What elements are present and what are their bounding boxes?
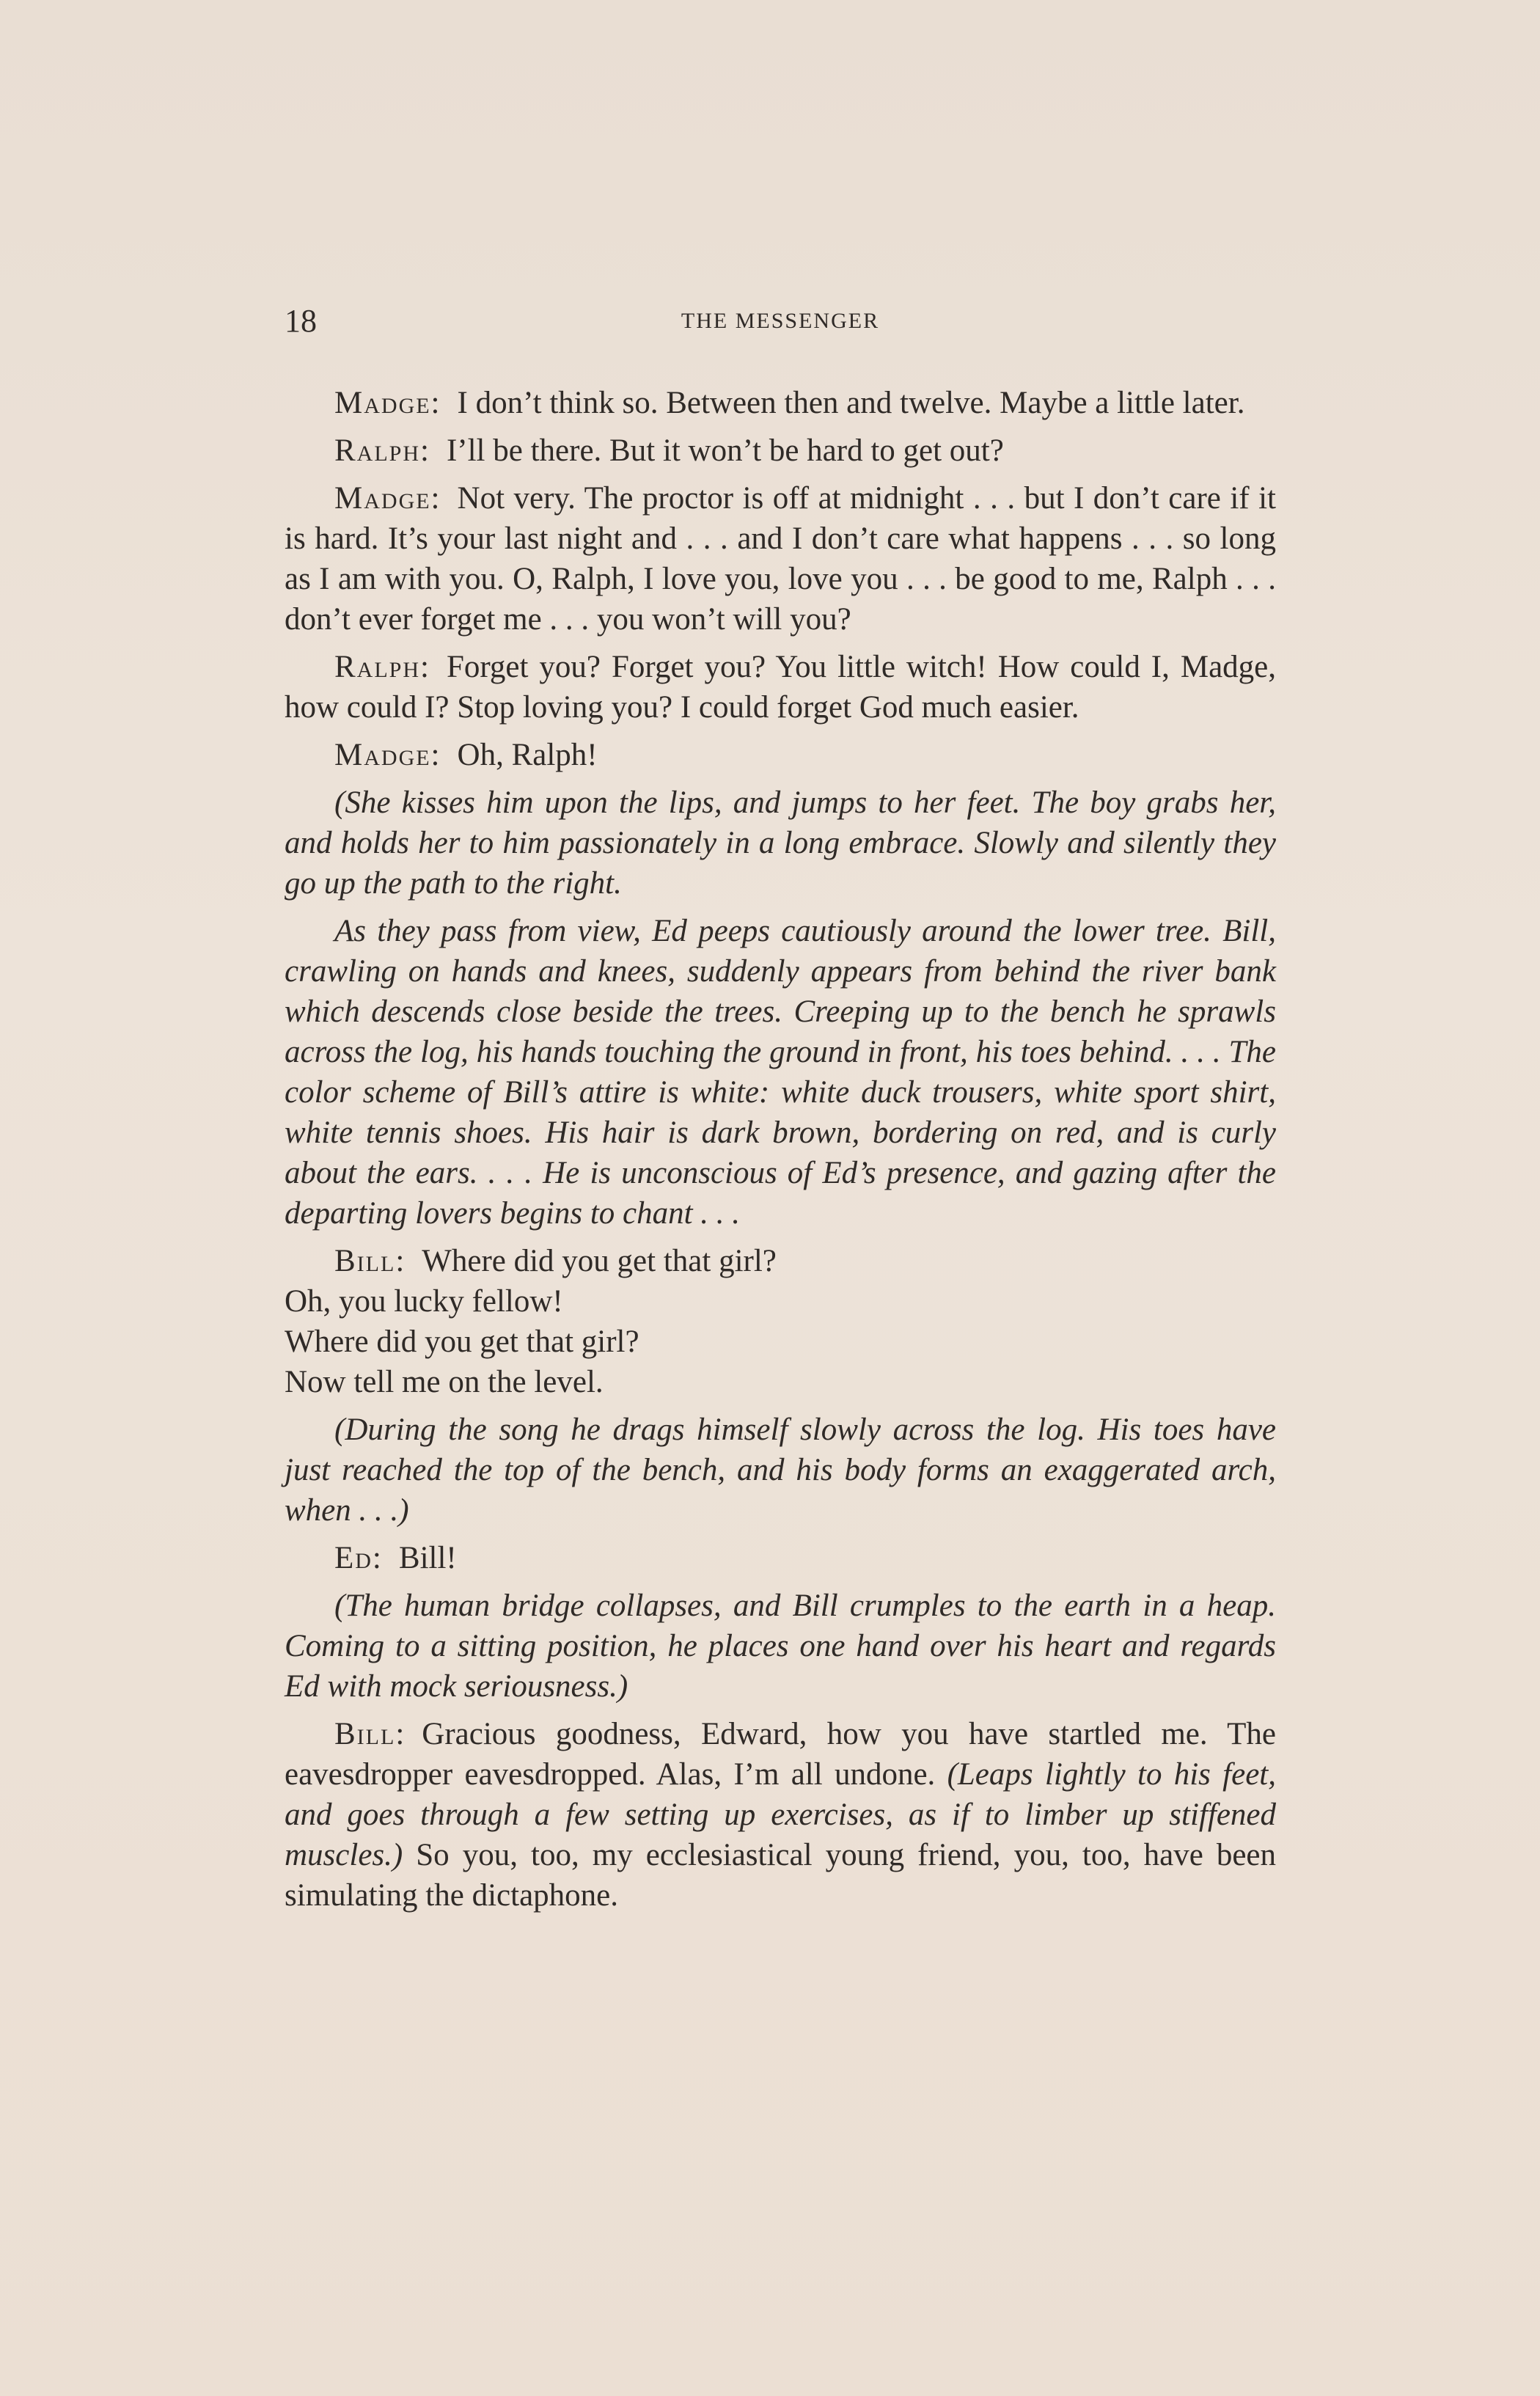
running-title: THE MESSENGER [681,309,880,333]
dialogue-line [285,1538,1276,1578]
speaker-name: Ralph: [334,433,430,468]
stage-direction: (During the song he drags himself slowly across the log. His toes have just reached the top of the bench, and his body forms an exaggerated arch, when . . .) [285,1413,1276,1528]
dialogue-text: I’ll be there. But it won’t be hard to get out? [446,433,1004,468]
dialogue-line [285,647,1276,728]
page-number: 18 [285,303,317,339]
dialogue-text: Bill! [398,1541,457,1575]
stage-direction: As they pass from view, Ed peeps cautiously around the lower tree. Bill, crawling on hands and knees, suddenly appears from behind the river bank which descends close beside the trees. Creeping up to the bench he sprawls across the log, his hands touching the ground in front, his toes behind. . . . The color scheme of Bill’s attire is white: white duck trousers, white sport shirt, white tennis shoes. His hair is dark brown, bordering on red, and is curly about the ears. . . . He is unconscious of Ed’s presence, and gazing after the departing lovers begins to chant . . . [285,914,1276,1231]
song-line: Now tell me on the level. [285,1365,604,1399]
dialogue-text: Not very. The proctor is off at midnight . . . but I don’t care if it is hard. It’s your last night and . . . and I don’t care what happens . . . so long as I am with you. O, Ralph, I love you, love you . . . be good to me, Ralph . . . don’t ever forget me . . . you won’t will you? [285,481,1276,637]
speaker-name: Ralph: [334,650,430,684]
speaker-name: Bill: [334,1717,406,1751]
song-line: Where did you get that girl? [422,1244,777,1278]
stage-direction: (She kisses him upon the lips, and jumps to her feet. The boy grabs her, and holds her to him passionately in a long embrace. Slowly and silently they go up the path to the right. [285,785,1276,901]
song-line: Where did you get that girl? [285,1325,639,1359]
speaker-name: Madge: [334,481,441,516]
dialogue-text: Oh, Ralph! [457,738,598,772]
play-text [285,383,1276,1923]
song-block [285,1241,1276,1402]
speaker-name: Bill: [334,1244,406,1278]
speaker-name: Madge: [334,738,441,772]
page-header [285,299,1276,343]
speaker-name: Madge: [334,386,441,420]
dialogue-line [285,735,1276,775]
song-line: Oh, you lucky fellow! [285,1284,563,1319]
stage-direction: (The human bridge collapses, and Bill crumples to the earth in a heap. Coming to a sitting position, he places one hand over his heart and regards Ed with mock seriousness.) [285,1589,1276,1704]
dialogue-line [285,383,1276,423]
dialogue-text: Forget you? Forget you? You little witch! How could I, Madge, how could I? Stop loving you? I could forget God much easier. [285,650,1276,725]
dialogue-text: So you, too, my ecclesiastical young friend, you, too, have been simulating the dictaphone. [285,1838,1276,1913]
dialogue-line [285,431,1276,471]
inline-stage-direction: (Leaps lightly to his feet, and goes through a few setting up exercises, as if to limber up stiffened muscles.) [285,1757,1276,1872]
song-first-line [285,1241,1276,1281]
dialogue-line [285,1714,1276,1916]
dialogue-text: Gracious goodness, Edward, how you have startled me. The eavesdropper eavesdropped. Alas, I’m all undone. [285,1717,1276,1792]
speaker-name: Ed: [334,1541,383,1575]
dialogue-text: I don’t think so. Between then and twelve. Maybe a little later. [457,386,1245,420]
dialogue-line [285,478,1276,640]
